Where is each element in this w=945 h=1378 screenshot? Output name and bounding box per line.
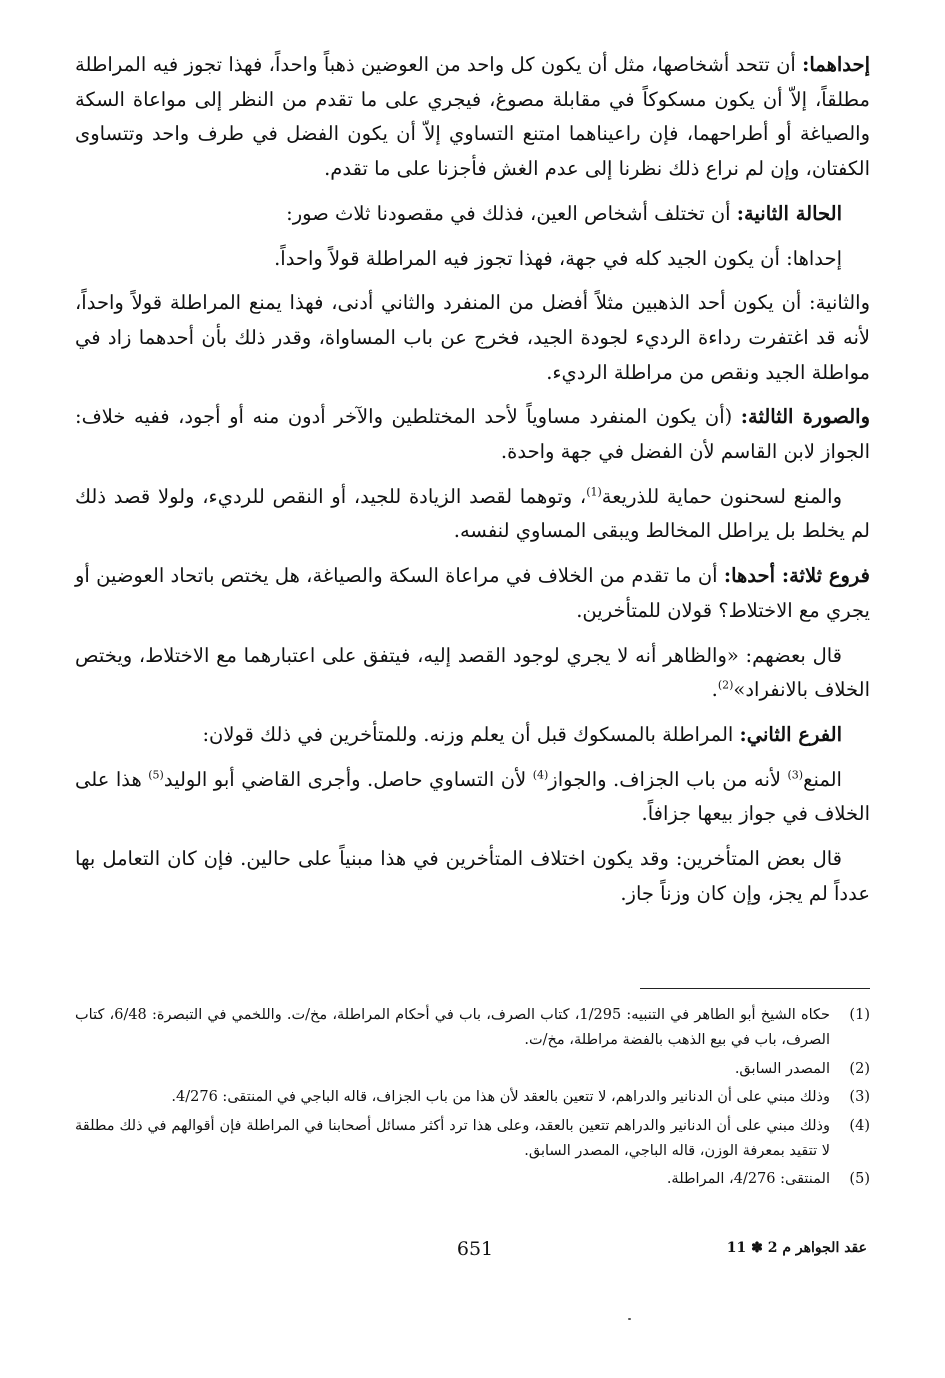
footnote-text: وذلك مبني على أن الدنانير والدراهم تتعين بالعقد، وعلى هذا ترد أكثر مسائل أصحابنا في المراطلة فإن أقوالهم في ذلك مطلقة لا تتقيد بمعرفة الوزن، قاله الباجي، المصدر السابق.: [75, 1117, 830, 1159]
paragraph-text-tail: لأن التساوي حاصل. وأجرى القاضي أبو الوليد: [163, 767, 533, 791]
paragraph-lead: فروع ثلاثة: أحدها:: [723, 564, 871, 588]
footnote-number: (2): [849, 1060, 870, 1077]
footnote-ref[interactable]: (5): [148, 768, 164, 782]
paragraph-lead: إحداهما:: [802, 53, 870, 76]
paragraph-6: [75, 480, 870, 549]
paragraph-9: [75, 718, 870, 753]
footnote-number: (4): [849, 1117, 870, 1134]
signature-mark: عقد الجواهر م 2 ✽ 11: [726, 1240, 867, 1256]
paragraph-3: [75, 242, 870, 277]
paragraph-11: [75, 842, 870, 911]
paragraph-text-tail: .: [711, 678, 718, 702]
paragraph-7: [75, 559, 870, 628]
footnote-3: [75, 1085, 870, 1110]
paragraph-lead: الحالة الثانية:: [736, 201, 842, 225]
footnote-text: المنتقى: 4/276، المراطلة.: [666, 1171, 830, 1188]
footnote-1: [75, 1003, 870, 1054]
footnote-ref[interactable]: (3): [787, 768, 804, 782]
footnote-text: المصدر السابق.: [734, 1060, 830, 1077]
footnote-ref[interactable]: (4): [532, 768, 549, 782]
paragraph-text: المراطلة بالمسكوك قبل أن يعلم وزنه. وللمتأخرين في ذلك قولان:: [202, 722, 740, 746]
footnote-ref[interactable]: (1): [586, 485, 602, 499]
paragraph-text: والمنع لسحنون حماية للذريعة: [601, 484, 842, 508]
paragraph-text-tail: لأنه من باب الجزاف. والجواز: [548, 767, 788, 791]
footnote-2: [75, 1057, 870, 1082]
footnote-number: (3): [849, 1089, 870, 1106]
footnote-separator: [640, 988, 870, 989]
footnote-number: (1): [849, 1007, 870, 1023]
page-number: 651: [456, 1238, 494, 1260]
paragraph-lead: والصورة الثالثة:: [740, 405, 870, 429]
paragraph-4: [75, 286, 870, 390]
footnote-ref[interactable]: (2): [717, 678, 734, 692]
paragraph-text-tail: ، وتوهما لقصد الزيادة للجيد، أو النقص للرديء، ولولا قصد ذلك لم يخلط بل يراطل المخالط ويبقى المساوي لنفسه.: [75, 484, 870, 543]
footnote-text: وذلك مبني على أن الدنانير والدراهم، لا تتعين بالعقد لأن هذا من باب الجزاف، قاله الباجي في المنتقى: 4/276.: [171, 1089, 830, 1106]
footnotes: [75, 1003, 870, 1196]
paragraph-text-tail: هذا على الخلاف في جواز بيعها جزافاً.: [75, 767, 870, 826]
paragraph-text: إحداها: أن يكون الجيد كله في جهة، فهذا تجوز فيه المراطلة قولاً واحداً.: [274, 246, 842, 270]
paragraph-10: [75, 763, 870, 832]
paragraph-5: [75, 400, 870, 469]
paragraph-2: [75, 197, 870, 232]
paragraph-8: [75, 639, 870, 708]
paragraph-text: المنع: [803, 767, 842, 791]
paragraph-text: أن تتحد أشخاصها، مثل أن يكون كل واحد من العوضين ذهباً واحداً، فهذا تجوز فيه المراطلة مطلقاً، إلاّ أن يكون مسكوكاً في مقابلة مصوغ، فيجري على ما تقدم من النظر إلى مواعاة السكة والصياغة أو أطراحهما، فإن راعيناهما امتنع التساوي إلاّ أن يكون الفضل في طرف واحد وتتساوى الكفتان، وإن لم نراع ذلك نظرنا إلى عدم الغش فأجزنا على ما تقدم.: [75, 53, 870, 181]
paragraph-1: [75, 48, 870, 187]
paragraph-text: أن ما تقدم من الخلاف في مراعاة السكة والصياغة، هل يختص باتحاد العوضين أو يجري مع الاختلاط؟ قولان للمتأخرين.: [75, 564, 870, 622]
footnote-5: [75, 1167, 870, 1192]
paragraph-text: (أن يكون المنفرد مساوياً لأحد المختلطين والآخر أدون منه أو أجود، ففيه خلاف: الجواز لابن القاسم لأن الفضل في جهة واحدة.: [75, 405, 870, 464]
scan-speck: [628, 1318, 631, 1320]
footnote-4: [75, 1114, 870, 1165]
paragraph-text: والثانية: أن يكون أحد الذهبين مثلاً أفضل من المنفرد والثاني أدنى، فهذا يمنع المراطلة قولاً واحداً، لأنه قد اغتفرت رداءة الرديء لجودة الجيد، فخرج عن باب المساواة، وقدر ذلك بأن أحدهما زاد في مواطلة الجيد ونقص من مراطلة الرديء.: [75, 291, 870, 384]
paragraph-text: أن تختلف أشخاص العين، فذلك في مقصودنا ثلاث صور:: [286, 201, 737, 225]
paragraph-text: قال بعضهم: «والظاهر أنه لا يجري لوجود القصد إليه، فيتفق على اعتبارهما مع الاختلاط، ويختص الخلاف بالانفراد»: [75, 643, 870, 702]
footnote-text: حكاه الشيخ أبو الطاهر في التنبيه: 1/295، كتاب الصرف، باب في أحكام المراطلة، مخ/ت. واللخمي في التبصرة: 6/48، كتاب الصرف، باب في بيع الذهب بالفضة مراطلة، مخ/ت.: [75, 1007, 830, 1049]
paragraph-lead: الفرع الثاني:: [739, 722, 842, 746]
paragraph-text: قال بعض المتأخرين: وقد يكون اختلاف المتأخرين في هذا مبنياً على حالين. فإن كان التعامل بها عدداً لم يجز، وإن كان وزناً جاز.: [75, 847, 870, 905]
main-text: [75, 48, 870, 921]
footnote-number: (5): [849, 1171, 870, 1188]
